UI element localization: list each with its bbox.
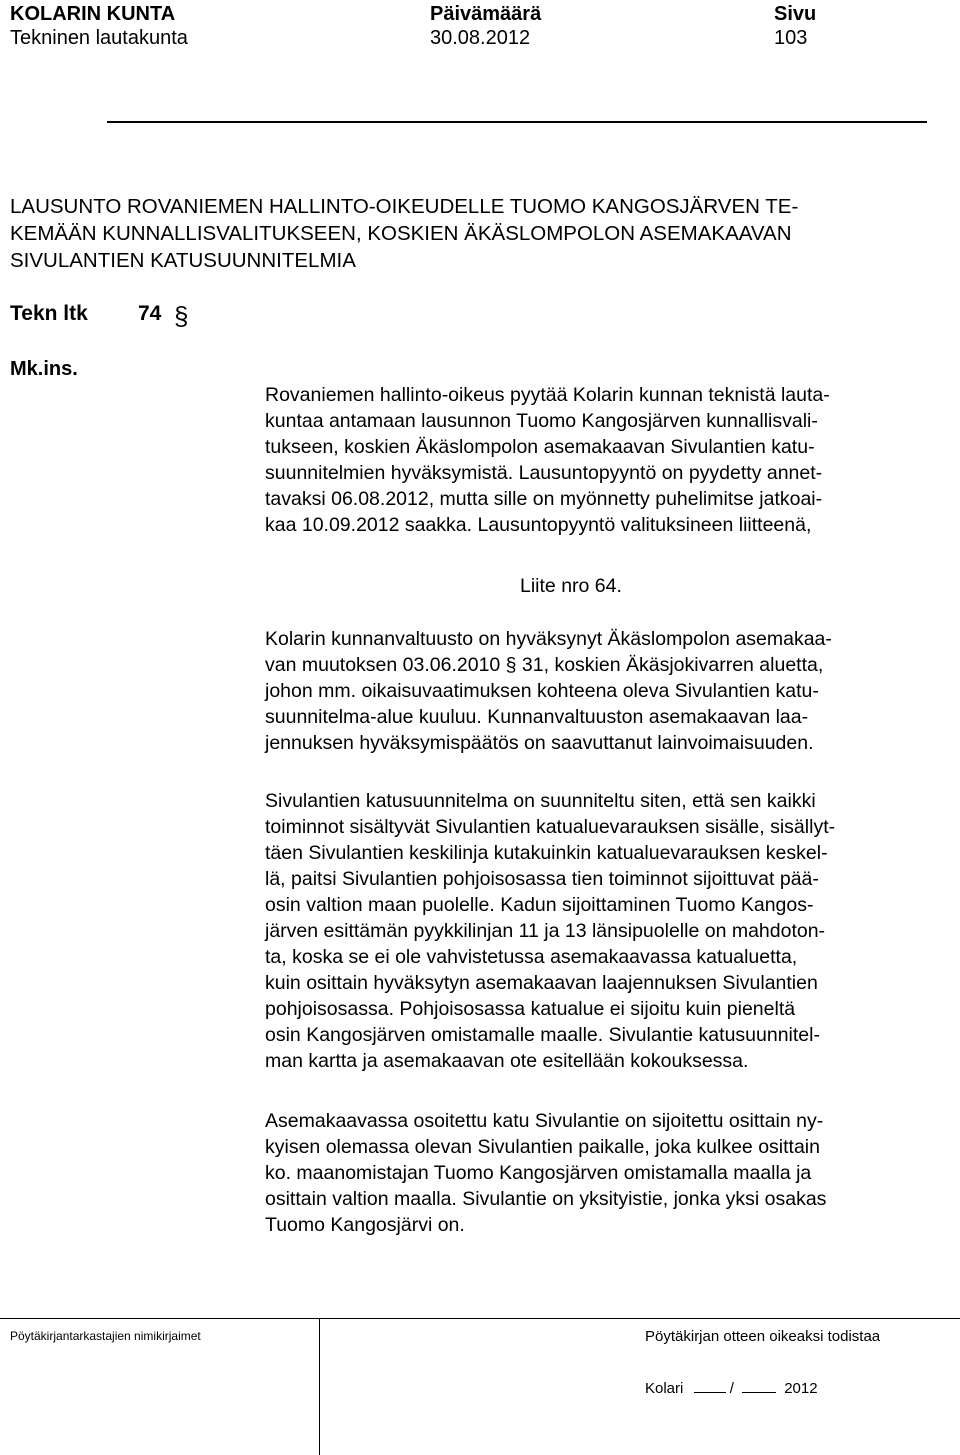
title-line: KEMÄÄN KUNNALLISVALITUKSEEN, KOSKIEN ÄKÄSLOMPOLON ASEMAKAAVAN <box>10 222 792 245</box>
text-line: johon mm. oikaisuvaatimuksen kohteena oleva Sivulantien katu- <box>265 680 819 702</box>
text-line: tukseen, koskien Äkäslompolon asemakaavan Sivulantien katu- <box>265 436 815 458</box>
text-line: kuin osittain hyväksytyn asemakaavan laajennuksen Sivulantien <box>265 972 818 994</box>
title-line: LAUSUNTO ROVANIEMEN HALLINTO-OIKEUDELLE TUOMO KANGOSJÄRVEN TE- <box>10 195 799 218</box>
text-line: järven esittämän pyykkilinjan 11 ja 13 länsipuolelle on mahdoton- <box>265 920 826 942</box>
text-line: osittain valtion maalla. Sivulantie on yksityistie, jonka yksi osakas <box>265 1188 827 1210</box>
date-label: Päivämäärä <box>430 3 542 25</box>
text-line: Rovaniemen hallinto-oikeus pyytää Kolarin kunnan teknistä lauta- <box>265 384 830 406</box>
document-title <box>10 193 950 274</box>
text-line: Asemakaavassa osoitettu katu Sivulantie on sijoitettu osittain ny- <box>265 1110 824 1132</box>
text-line: Sivulantien katusuunnitelma on suunniteltu siten, että sen kaikki <box>265 790 816 812</box>
header-rule <box>107 121 927 123</box>
text-line: kaa 10.09.2012 saakka. Lausuntopyyntö valituksineen liitteenä, <box>265 514 812 536</box>
inspector-initials-label: Pöytäkirjantarkastajien nimikirjaimet <box>10 1329 201 1343</box>
day-blank[interactable] <box>694 1378 726 1393</box>
page-label: Sivu <box>774 3 817 25</box>
certification-label: Pöytäkirjan otteen oikeaksi todistaa <box>645 1328 881 1345</box>
board-name: Tekninen lautakunta <box>10 27 188 49</box>
org-name: KOLARIN KUNTA <box>10 3 176 25</box>
text-line: ko. maanomistajan Tuomo Kangosjärven omistamalla maalla ja <box>265 1162 812 1184</box>
certification-year: 2012 <box>784 1380 818 1397</box>
date-value: 30.08.2012 <box>430 27 531 49</box>
paragraph-3 <box>265 788 945 1074</box>
certification-place-date <box>645 1378 818 1397</box>
text-line: man kartta ja asemakaavan ote esitellään kokouksessa. <box>265 1050 749 1072</box>
section-number: 74 <box>138 302 162 325</box>
text-line: pohjoisosassa. Pohjoisosassa katualue ei sijoitu kuin pieneltä <box>265 998 796 1020</box>
preparer: Mk.ins. <box>10 358 78 380</box>
text-line: osin valtion maan puolelle. Kadun sijoittaminen Tuomo Kangos- <box>265 894 814 916</box>
footer-rule <box>0 1318 960 1319</box>
text-line: tavaksi 06.08.2012, mutta sille on myönnetty puhelimitse jatkoai- <box>265 488 823 510</box>
text-line: Tuomo Kangosjärvi on. <box>265 1214 465 1236</box>
certification-place: Kolari <box>645 1380 684 1397</box>
text-line: kyisen olemassa olevan Sivulantien paikalle, joka kulkee osittain <box>265 1136 820 1158</box>
text-line: täen Sivulantien keskilinja kutakuinkin katualuevarauksen keskel- <box>265 842 828 864</box>
date-separator: / <box>729 1380 734 1397</box>
text-line: jennuksen hyväksymispäätös on saavuttanut lainvoimaisuuden. <box>265 732 814 754</box>
text-line: suunnitelma-alue kuuluu. Kunnanvaltuuston asemakaavan laa- <box>265 706 809 728</box>
text-line: toiminnot sisältyvät Sivulantien katualuevarauksen sisälle, sisällyt- <box>265 816 836 838</box>
attachment-reference: Liite nro 64. <box>520 575 622 597</box>
text-line: Kolarin kunnanvaltuusto on hyväksynyt Äkäslompolon asemakaa- <box>265 628 832 650</box>
section-label: Tekn ltk <box>10 302 88 325</box>
text-line: kuntaa antamaan lausunnon Tuomo Kangosjärven kunnallisvali- <box>265 410 818 432</box>
text-line: van muutoksen 03.06.2010 § 31, koskien Äkäsjokivarren aluetta, <box>265 654 824 676</box>
paragraph-4 <box>265 1108 945 1238</box>
footer-divider <box>319 1318 320 1455</box>
text-line: suunnitelmien hyväksymistä. Lausuntopyyntö on pyydetty annet- <box>265 462 823 484</box>
page-number: 103 <box>774 27 808 49</box>
text-line: lä, paitsi Sivulantien pohjoisosassa tien toiminnot sijoittuvat pää- <box>265 868 819 890</box>
section-symbol: § <box>174 301 189 331</box>
text-line: osin Kangosjärven omistamalle maalle. Sivulantie katusuunnitel- <box>265 1024 820 1046</box>
paragraph-2 <box>265 626 945 756</box>
title-line: SIVULANTIEN KATUSUUNNITELMIA <box>10 249 356 272</box>
month-blank[interactable] <box>742 1378 776 1393</box>
text-line: ta, koska se ei ole vahvistetussa asemakaavassa katualuetta, <box>265 946 798 968</box>
paragraph-1 <box>265 382 945 538</box>
